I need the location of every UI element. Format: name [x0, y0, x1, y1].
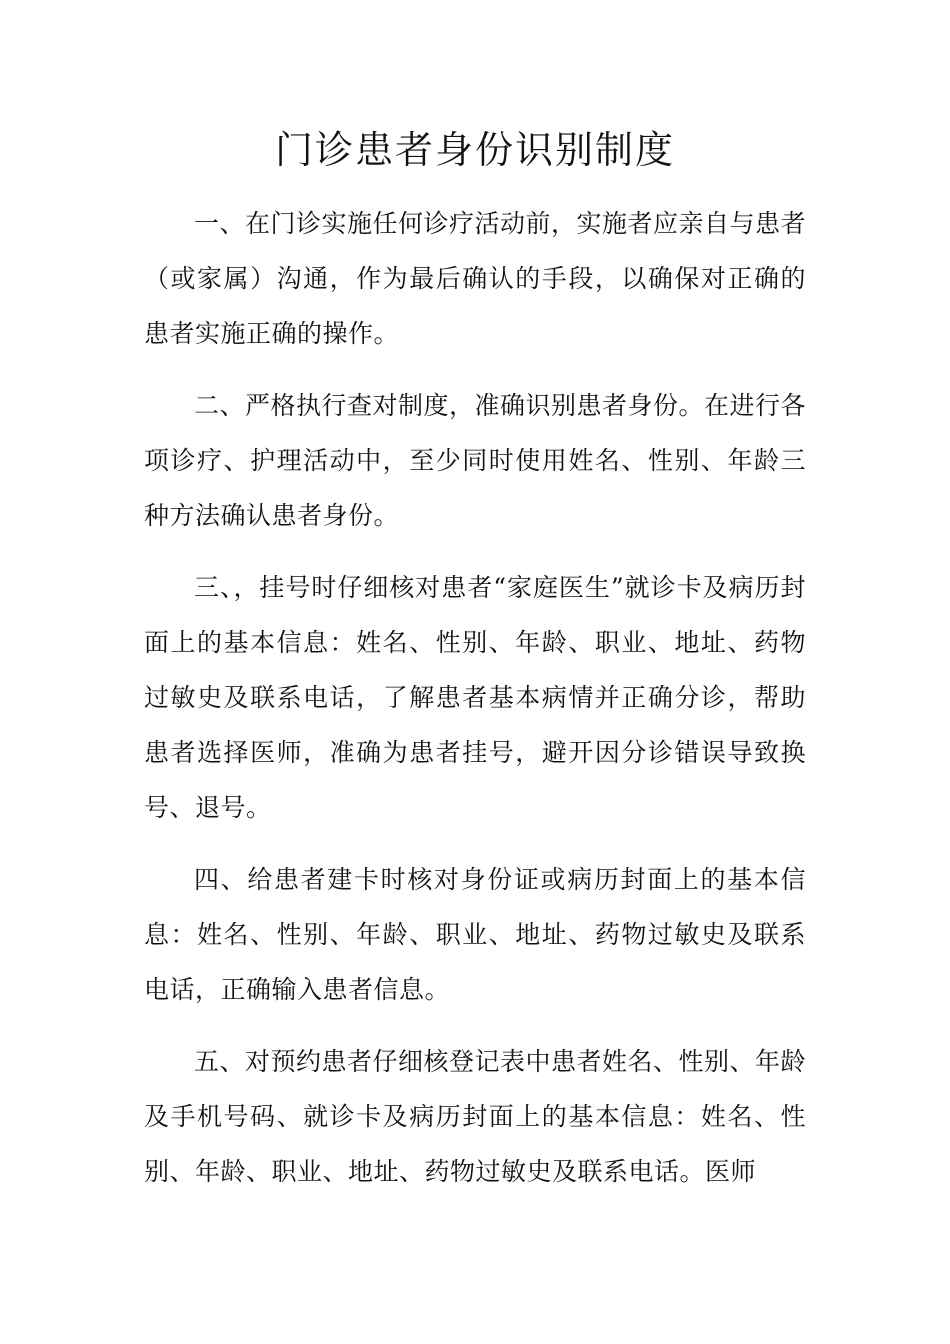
- paragraph-5: 五、对预约患者仔细核登记表中患者姓名、性别、年龄及手机号码、就诊卡及病历封面上的基本信息：姓名、性别、年龄、职业、地址、药物过敏史及联系电话。医师: [144, 1047, 807, 1186]
- paragraph-3: 三、，挂号时仔细核对患者“家庭医生”就诊卡及病历封面上的基本信息：姓名、性别、年龄、职业、地址、药物过敏史及联系电话，了解患者基本病情并正确分诊，帮助患者选择医师，准确为患者挂号，避开因分诊错误导致换号、退号。: [144, 573, 806, 822]
- paragraph-1: 一、在门诊实施任何诊疗活动前，实施者应亲自与患者（或家属）沟通，作为最后确认的手段，以确保对正确的患者实施正确的操作。: [144, 209, 807, 348]
- document-body: [144, 196, 806, 1216]
- paragraph-2: 二、严格执行查对制度，准确识别患者身份。在进行各项诊疗、护理活动中，至少同时使用姓名、性别、年龄三种方法确认患者身份。: [144, 391, 807, 530]
- document-title: 门诊患者身份识别制度: [274, 128, 675, 172]
- paragraph-4: 四、给患者建卡时核对身份证或病历封面上的基本信息：姓名、性别、年龄、职业、地址、药物过敏史及联系电话，正确输入患者信息。: [144, 865, 806, 1004]
